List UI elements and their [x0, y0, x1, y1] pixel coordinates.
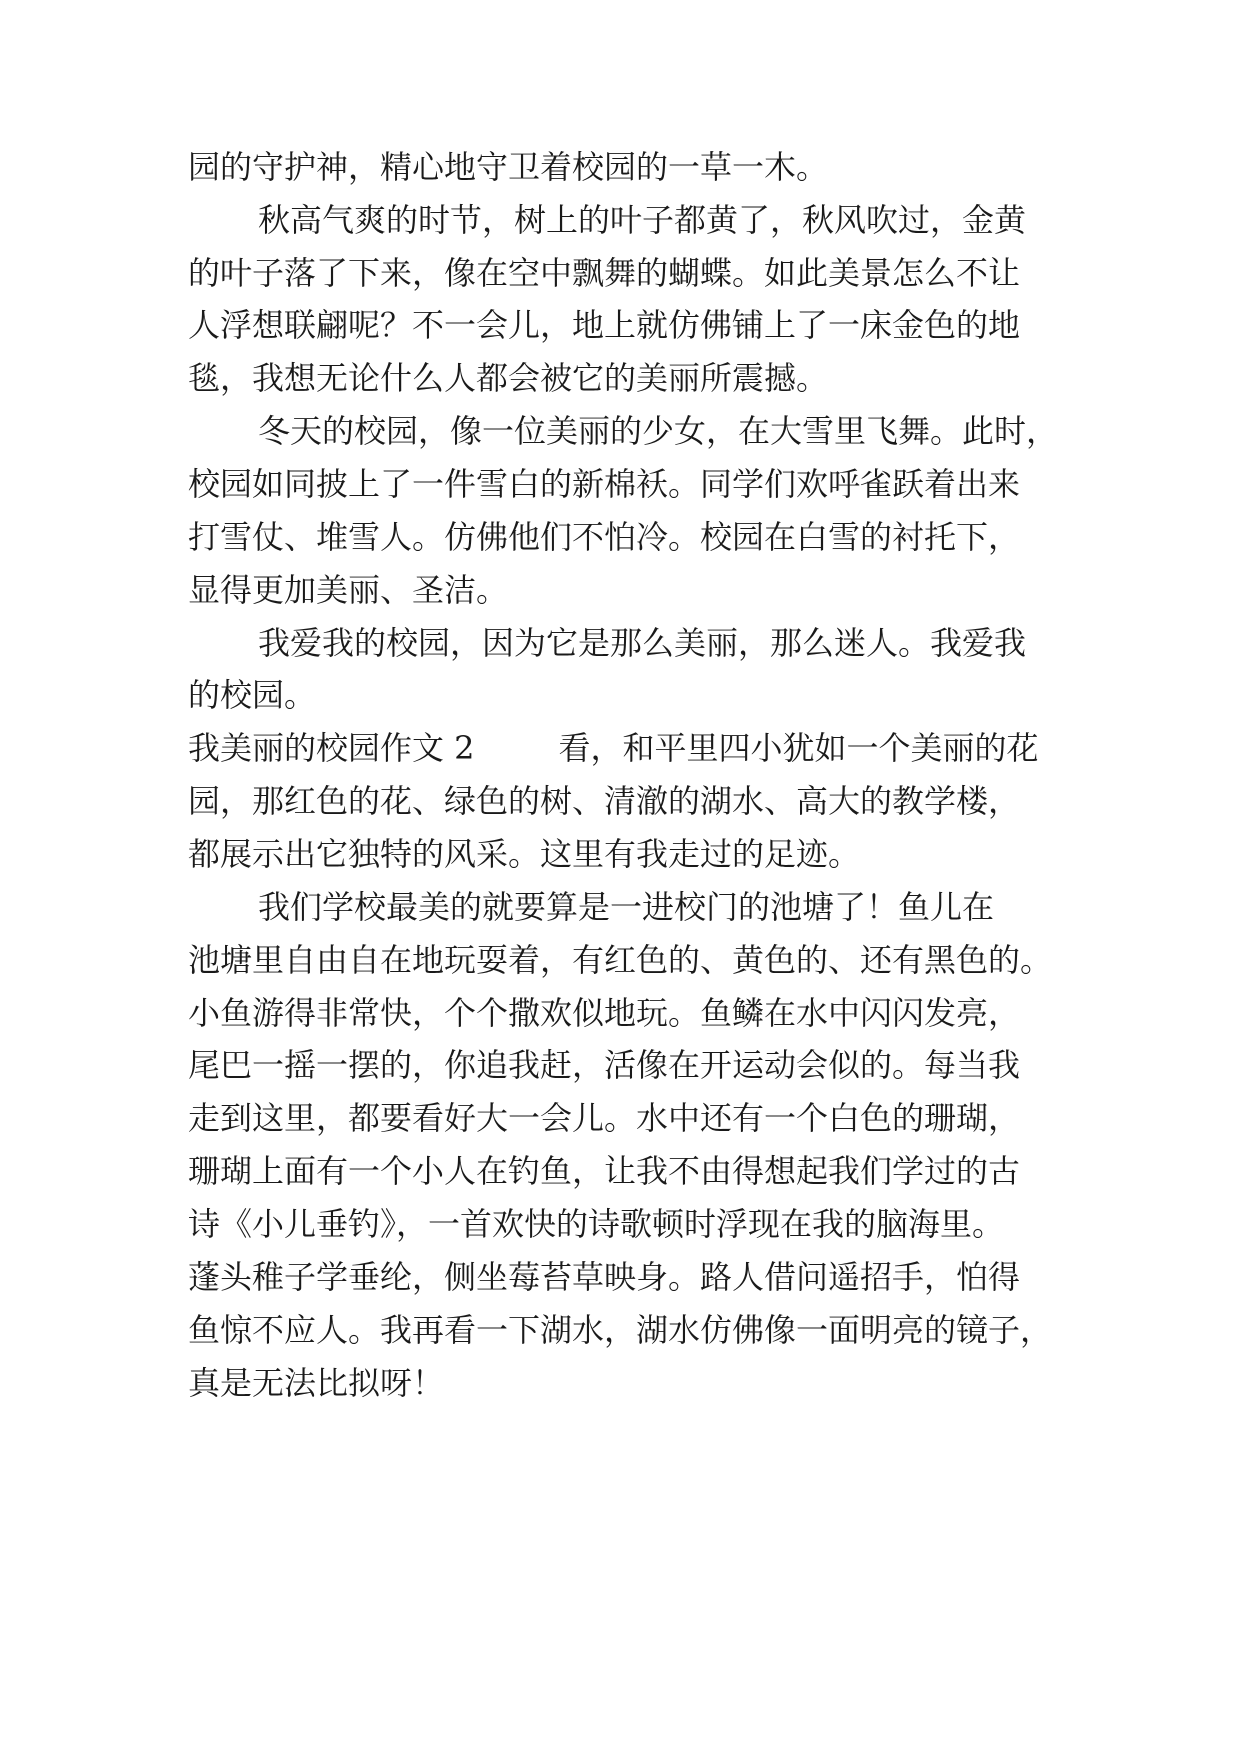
text-line: 小鱼游得非常快，个个撒欢似地玩。鱼鳞在水中闪闪发亮， — [188, 994, 1021, 1032]
text-line: 打雪仗、堆雪人。仿佛他们不怕冷。校园在白雪的衬托下， — [188, 518, 1021, 556]
text-line: 园，那红色的花、绿色的树、清澈的湖水、高大的教学楼， — [188, 782, 1021, 820]
text-line: 园的守护神，精心地守卫着校园的一草一木。 — [188, 148, 829, 186]
text-line: 都展示出它独特的风采。这里有我走过的足迹。 — [188, 835, 861, 873]
text-line: 珊瑚上面有一个小人在钓鱼，让我不由得想起我们学过的古 — [188, 1152, 1021, 1190]
text-line: 尾巴一摇一摆的，你追我赶，活像在开运动会似的。每当我 — [188, 1046, 1021, 1084]
heading-continuation: 看，和平里四小犹如一个美丽的花 — [558, 729, 1039, 767]
text-line: 毯，我想无论什么人都会被它的美丽所震撼。 — [188, 359, 829, 397]
essay-heading-line — [188, 721, 1068, 775]
text-line: 人浮想联翩呢？不一会儿，地上就仿佛铺上了一床金色的地 — [188, 306, 1021, 344]
text-line: 真是无法比拟呀！ — [188, 1364, 445, 1402]
text-line: 诗《小儿垂钓》，一首欢快的诗歌顿时浮现在我的脑海里。 — [188, 1205, 1005, 1243]
essay-title: 我美丽的校园作文 2 — [188, 729, 475, 767]
text-line: 的叶子落了下来，像在空中飘舞的蝴蝶。如此美景怎么不让 — [188, 254, 1021, 292]
text-line: 池塘里自由自在地玩耍着，有红色的、黄色的、还有黑色的。 — [188, 941, 1053, 979]
text-line: 蓬头稚子学垂纶，侧坐莓苔草映身。路人借问遥招手，怕得 — [188, 1258, 1021, 1296]
text-line: 鱼惊不应人。我再看一下湖水，湖水仿佛像一面明亮的镜子， — [188, 1311, 1053, 1349]
paragraph-start: 我们学校最美的就要算是一进校门的池塘了！鱼儿在 — [258, 888, 995, 926]
text-line: 显得更加美丽、圣洁。 — [188, 571, 509, 609]
text-line: 的校园。 — [188, 676, 317, 714]
paragraph-start: 秋高气爽的时节，树上的叶子都黄了，秋风吹过，金黄 — [258, 201, 1027, 239]
paragraph-start: 我爱我的校园，因为它是那么美丽，那么迷人。我爱我 — [258, 624, 1027, 662]
text-line: 走到这里，都要看好大一会儿。水中还有一个白色的珊瑚， — [188, 1099, 1021, 1137]
paragraph-start: 冬天的校园，像一位美丽的少女，在大雪里飞舞。此时， — [258, 412, 1059, 450]
text-line: 校园如同披上了一件雪白的新棉袄。同学们欢呼雀跃着出来 — [188, 465, 1021, 503]
